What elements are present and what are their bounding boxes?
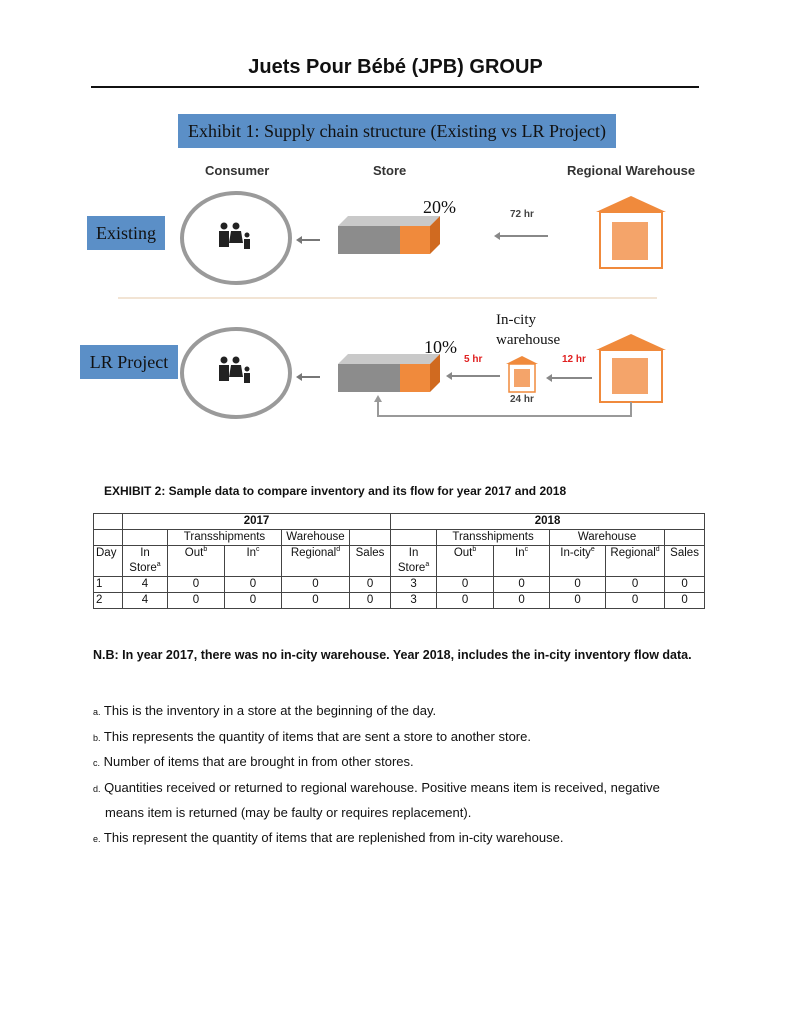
regional-header-2017: Regional$^d$: [282, 546, 350, 577]
lr-percent: 10%: [424, 337, 457, 357]
out-header-2018: Out$^b$: [437, 546, 494, 577]
in-header-2018: In$^c$: [494, 546, 550, 577]
table-row: [94, 514, 705, 530]
lr-project-label: LR Project: [80, 345, 178, 379]
in-store-header-2017: In Store$^a$: [123, 546, 168, 577]
incity-label-line1: In-city: [496, 312, 536, 328]
consumer-family-icon-lr: [182, 329, 290, 417]
year-2017-header: 2017: [123, 514, 391, 530]
regional-to-incity-time: 12 hr: [562, 354, 586, 365]
regional-warehouse-column-label: Regional Warehouse: [567, 163, 696, 178]
regional-warehouse-icon: [596, 196, 666, 268]
transshipments-2017-header: Transshipments: [168, 530, 282, 546]
table-row: 2 4 0 0 0 0 3 0 0 0 0 0: [94, 593, 705, 609]
incity-header-2018: In-city$^e$: [550, 546, 606, 577]
sales-header-2018: Sales: [665, 546, 705, 577]
consumer-column-label: Consumer: [205, 163, 270, 178]
in-header-2017: In$^c$: [225, 546, 282, 577]
sales-header-2017: Sales: [350, 546, 391, 577]
exhibit2-title: EXHIBIT 2: Sample data to compare inventory and its flow for year 2017 and 2018: [104, 484, 567, 498]
day-header: Day: [94, 546, 123, 577]
warehouse-2018-header: Warehouse: [550, 530, 665, 546]
warehouse-2017-header: Warehouse: [282, 530, 350, 546]
nb-note: N.B: In year 2017, there was no in-city warehouse. Year 2018, includes the in-city inventory flow data.: [93, 648, 692, 662]
year-2018-header: 2018: [391, 514, 705, 530]
return-loop-arrow: [378, 400, 631, 416]
footnote-b: b. This represents the quantity of items that are sent a store to another store.: [93, 728, 531, 744]
inventory-table: [93, 513, 705, 609]
table-row: 1 4 0 0 0 0 3 0 0 0 0 0: [94, 577, 705, 593]
consumer-family-icon: [182, 193, 290, 283]
existing-label: Existing: [87, 216, 165, 250]
existing-percent: 20%: [423, 197, 456, 217]
store-column-label: Store: [373, 163, 407, 178]
regional-header-2018: Regional$^d$: [606, 546, 665, 577]
footnote-a: a. This is the inventory in a store at the beginning of the day.: [93, 703, 437, 718]
page-title: Juets Pour Bébé (JPB) GROUP: [248, 56, 543, 78]
transshipments-2018-header: Transshipments: [437, 530, 550, 546]
store-box-icon: [338, 216, 440, 254]
in-store-header-2018: In Store$^a$: [391, 546, 437, 577]
supply-chain-diagram: [0, 0, 791, 440]
footnote-e: e. This represent the quantity of items that are replenished from in-city warehouse.: [93, 829, 564, 845]
table-row: [94, 530, 705, 546]
incity-label-line2: warehouse: [496, 332, 561, 348]
incity-warehouse-icon: [506, 356, 538, 392]
regional-warehouse-icon-lr: [596, 334, 666, 402]
existing-lead-time: 72 hr: [510, 209, 534, 220]
incity-return-time: 24 hr: [510, 394, 534, 405]
footnotes-list: [93, 699, 723, 851]
out-header-2017: Out$^b$: [168, 546, 225, 577]
table-row: [94, 546, 705, 577]
footnote-c: c. Number of items that are brought in from other stores.: [93, 754, 414, 769]
footnote-d: d. Quantities received or returned to regional warehouse. Positive means item is received, negative: [93, 779, 660, 795]
exhibit1-title: Exhibit 1: Supply chain structure (Existing vs LR Project): [178, 114, 616, 148]
footnote-d-continued: means item is returned (may be faulty or requires replacement).: [105, 805, 472, 820]
store-box-icon-lr: [338, 354, 440, 392]
incity-to-store-time: 5 hr: [464, 354, 483, 365]
